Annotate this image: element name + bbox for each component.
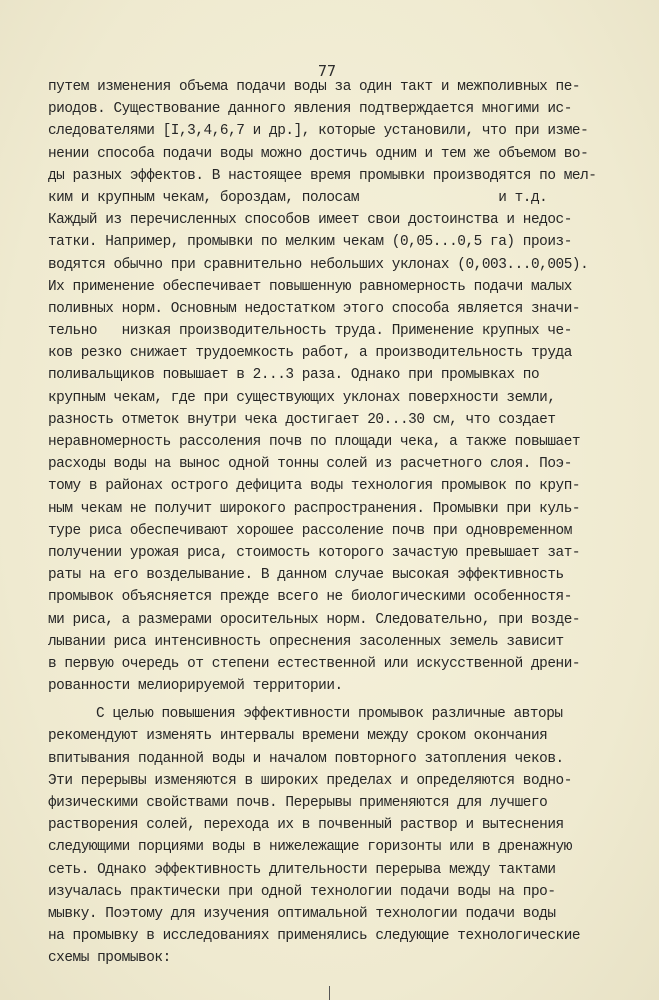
text-line: нении способа подачи воды можно достичь одним и тем же объемом во-	[48, 145, 589, 162]
text-line: Каждый из перечисленных способов имеет свои достоинства и недос-	[48, 212, 572, 229]
paragraph-1	[48, 76, 654, 697]
text-line: тельно низкая производительность труда. Применение крупных че-	[48, 323, 572, 340]
body-text	[48, 76, 654, 970]
text-line: сеть. Однако эффективность длительности перерыва между тактами	[48, 861, 556, 878]
text-line: в первую очередь от степени естественной или искусственной дрени-	[48, 655, 581, 672]
text-line: путем изменения объема подачи воды за один такт и межполивных пе-	[48, 79, 581, 95]
text-line: туре риса обеспечивают хорошее рассоление почв при одновременном	[48, 522, 572, 539]
text-line: поливальщиков повышает в 2...3 раза. Однако при промывках по	[48, 367, 540, 384]
text-line: физическими свойствами почв. Перерывы применяются для лучшего	[48, 795, 548, 811]
text-line: впитывания поданной воды и началом повторного затопления чеков.	[48, 750, 564, 767]
text-line: ким и крупным чекам, бороздам, полосам и т.д.	[48, 189, 548, 206]
text-line: С целью повышения эффективности промывок различные авторы	[96, 706, 563, 723]
text-line: водятся обычно при сравнительно небольших уклонах (0,003...0,005).	[48, 256, 589, 273]
text-line: Их применение обеспечивает повышенную равномерность подачи малых	[48, 278, 572, 295]
text-line: ды разных эффектов. В настоящее время промывки производятся по мел-	[48, 167, 597, 184]
text-line: крупным чекам, где при существующих уклонах поверхности земли,	[48, 389, 556, 406]
text-line: мывку. Поэтому для изучения оптимальной технологии подачи воды	[48, 905, 556, 922]
text-line: расходы воды на вынос одной тонны солей из расчетного слоя. Поэ-	[48, 456, 572, 473]
text-line: Эти перерывы изменяются в широких пределах и определяются водно-	[48, 772, 572, 789]
text-line: схемы промывок:	[48, 950, 171, 967]
text-line: тому в районах острого дефицита воды технология промывок по круп-	[48, 478, 581, 495]
text-line: ков резко снижает трудоемкость работ, а производительность труда	[48, 345, 572, 362]
text-line: изучалась практически при одной технологии подачи воды на про-	[48, 883, 556, 900]
text-line: следующими порциями воды в нижележащие горизонты или в дренажную	[48, 839, 572, 856]
text-line: риодов. Существование данного явления подтверждается многими ис-	[48, 101, 572, 118]
text-line: получении урожая риса, стоимость которого зачастую превышает зат-	[48, 544, 581, 561]
text-line: рованности мелиорируемой территории.	[48, 678, 343, 695]
text-line: поливных норм. Основным недостатком этого способа является значи-	[48, 300, 581, 317]
text-line: ми риса, а размерами оросительных норм. Следовательно, при возде-	[48, 611, 581, 628]
page-number: 77	[318, 62, 337, 80]
text-line: растворения солей, перехода их в почвенный раствор и вытеснения	[48, 817, 564, 834]
text-line: татки. Например, промывки по мелким чекам (0,05...0,5 га) произ-	[48, 234, 572, 251]
text-line: рекомендуют изменять интервалы времени между сроком окончания	[48, 728, 548, 745]
text-line: раты на его возделывание. В данном случае высокая эффективность	[48, 567, 564, 584]
text-line: неравномерность рассоления почв по площади чека, а также повышает	[48, 434, 581, 450]
paragraph-2	[48, 703, 654, 969]
text-line: на промывку в исследованиях применялись следующие технологические	[48, 928, 581, 945]
scan-margin-mark	[329, 986, 330, 1000]
text-line: промывок объясняется прежде всего не биологическими особенностя-	[48, 589, 572, 606]
text-line: разность отметок внутри чека достигает 20...30 см, что создает	[48, 411, 556, 428]
text-line: ным чекам не получит широкого распространения. Промывки при куль-	[48, 500, 581, 517]
text-line: лывании риса интенсивность опреснения засоленных земель зависит	[48, 633, 564, 650]
text-line: следователями [I,3,4,6,7 и др.], которые установили, что при изме-	[48, 123, 589, 140]
